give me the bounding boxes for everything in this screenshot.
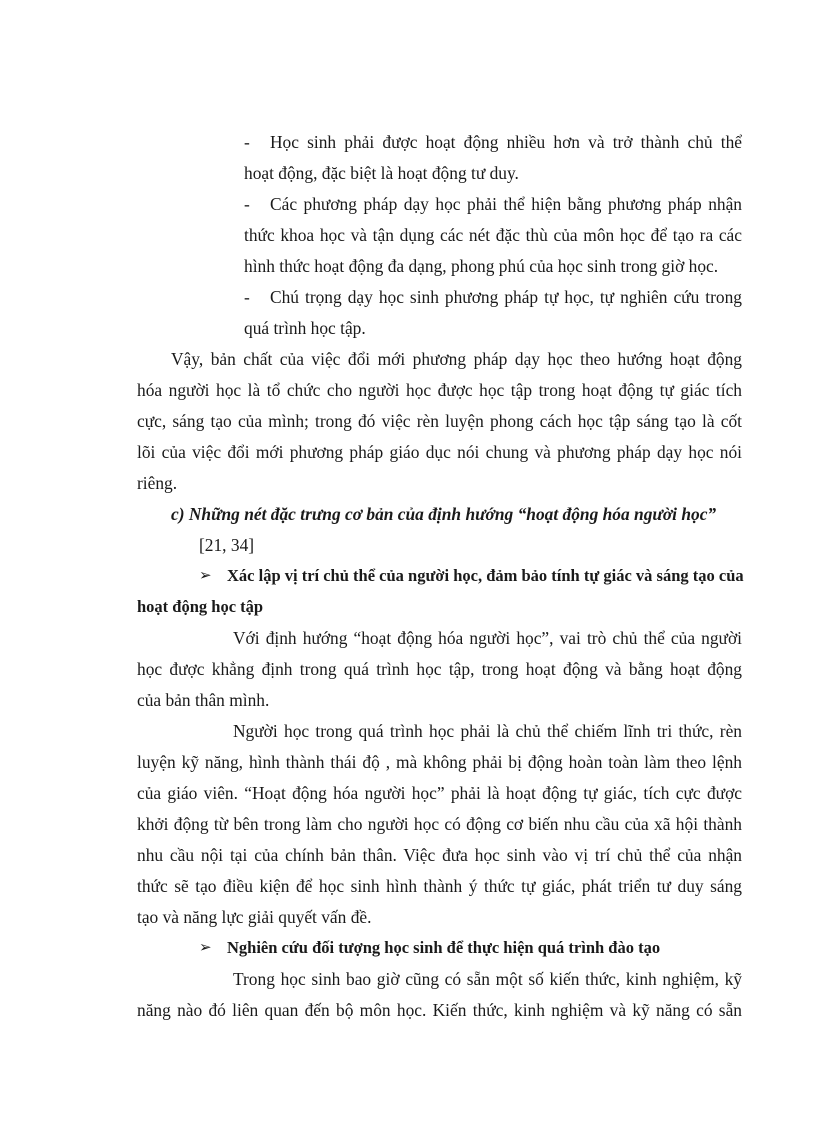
bullet-1-line-2: hoạt động, đặc biệt là hoạt động tư duy. xyxy=(244,163,519,183)
para3-line-3: của giáo viên. “Hoạt động hóa người học” phải là hoạt động tự giác, tích cực được xyxy=(137,783,742,803)
bullet-2-line-2: thức khoa học và tận dụng các nét đặc thù của môn học để tạo ra các xyxy=(244,225,742,245)
section-heading-citation: [21, 34] xyxy=(199,535,255,555)
bullet-2-line-1: Các phương pháp dạy học phải thể hiện bằng phương pháp nhận xyxy=(270,194,742,214)
para1-line-1: Vậy, bản chất của việc đổi mới phương pháp dạy học theo hướng hoạt động xyxy=(171,349,742,369)
bullet-2-line-3: hình thức hoạt động đa dạng, phong phú của học sinh trong giờ học. xyxy=(244,256,719,276)
para3-line-5: nhu cầu nội tại của chính bản thân. Việc đưa học sinh vào vị trí chủ thể của nhận xyxy=(137,845,742,865)
bullet-1-line-1: Học sinh phải được hoạt động nhiều hơn và trở thành chủ thể xyxy=(270,132,742,152)
para3-line-6: thức sẽ tạo điều kiện để học sinh hình thành ý thức tự giác, phát triển tư duy sáng xyxy=(137,876,742,896)
para2-line-1: Với định hướng “hoạt động hóa người học”, vai trò chủ thể của người xyxy=(233,628,742,648)
para2-line-3: của bản thân mình. xyxy=(137,690,270,710)
section-heading-c: c) Những nét đặc trưng cơ bản của định hướng “hoạt động hóa người học” xyxy=(171,504,717,524)
para4-line-1: Trong học sinh bao giờ cũng có sẵn một số kiến thức, kinh nghiệm, kỹ xyxy=(233,969,742,989)
arrow-bullet-icon: ➢ xyxy=(199,940,212,956)
subheading-1-line-1: Xác lập vị trí chủ thể của người học, đảm bảo tính tự giác và sáng tạo của xyxy=(227,566,744,585)
bullet-3-line-2: quá trình học tập. xyxy=(244,318,366,338)
para3-line-1: Người học trong quá trình học phải là chủ thể chiếm lĩnh tri thức, rèn xyxy=(233,721,742,741)
para3-line-4: khởi động từ bên trong làm cho người học có động cơ biến nhu cầu của xã hội thành xyxy=(137,814,742,834)
para1-line-2: hóa người học là tổ chức cho người học được học tập trong hoạt động tự giác tích xyxy=(137,380,742,400)
para1-line-3: cực, sáng tạo của mình; trong đó việc rèn luyện phong cách học tập sáng tạo là cốt xyxy=(137,411,742,431)
bullet-dash-1: - xyxy=(244,132,250,152)
subheading-2: Nghiên cứu đối tượng học sinh để thực hiện quá trình đào tạo xyxy=(227,938,661,957)
bullet-3-line-1: Chú trọng dạy học sinh phương pháp tự học, tự nghiên cứu trong xyxy=(270,287,742,307)
para1-line-5: riêng. xyxy=(137,473,178,493)
subheading-1-line-2: hoạt động học tập xyxy=(137,597,264,616)
para2-line-2: học được khẳng định trong quá trình học tập, trong hoạt động và bằng hoạt động xyxy=(137,659,742,679)
arrow-bullet-icon: ➢ xyxy=(199,568,212,584)
para4-line-2: năng nào đó liên quan đến bộ môn học. Kiến thức, kinh nghiệm và kỹ năng có sẵn xyxy=(137,1000,742,1020)
para3-line-2: luyện kỹ năng, hình thành thái độ , mà không phải bị động hoàn toàn làm theo lệnh xyxy=(137,752,742,772)
bullet-dash-2: - xyxy=(244,194,250,214)
para1-line-4: lõi của việc đổi mới phương pháp giáo dục nói chung và phương pháp dạy học nói xyxy=(137,442,742,462)
para3-line-7: tạo và năng lực giải quyết vấn đề. xyxy=(137,907,372,927)
bullet-dash-3: - xyxy=(244,287,250,307)
